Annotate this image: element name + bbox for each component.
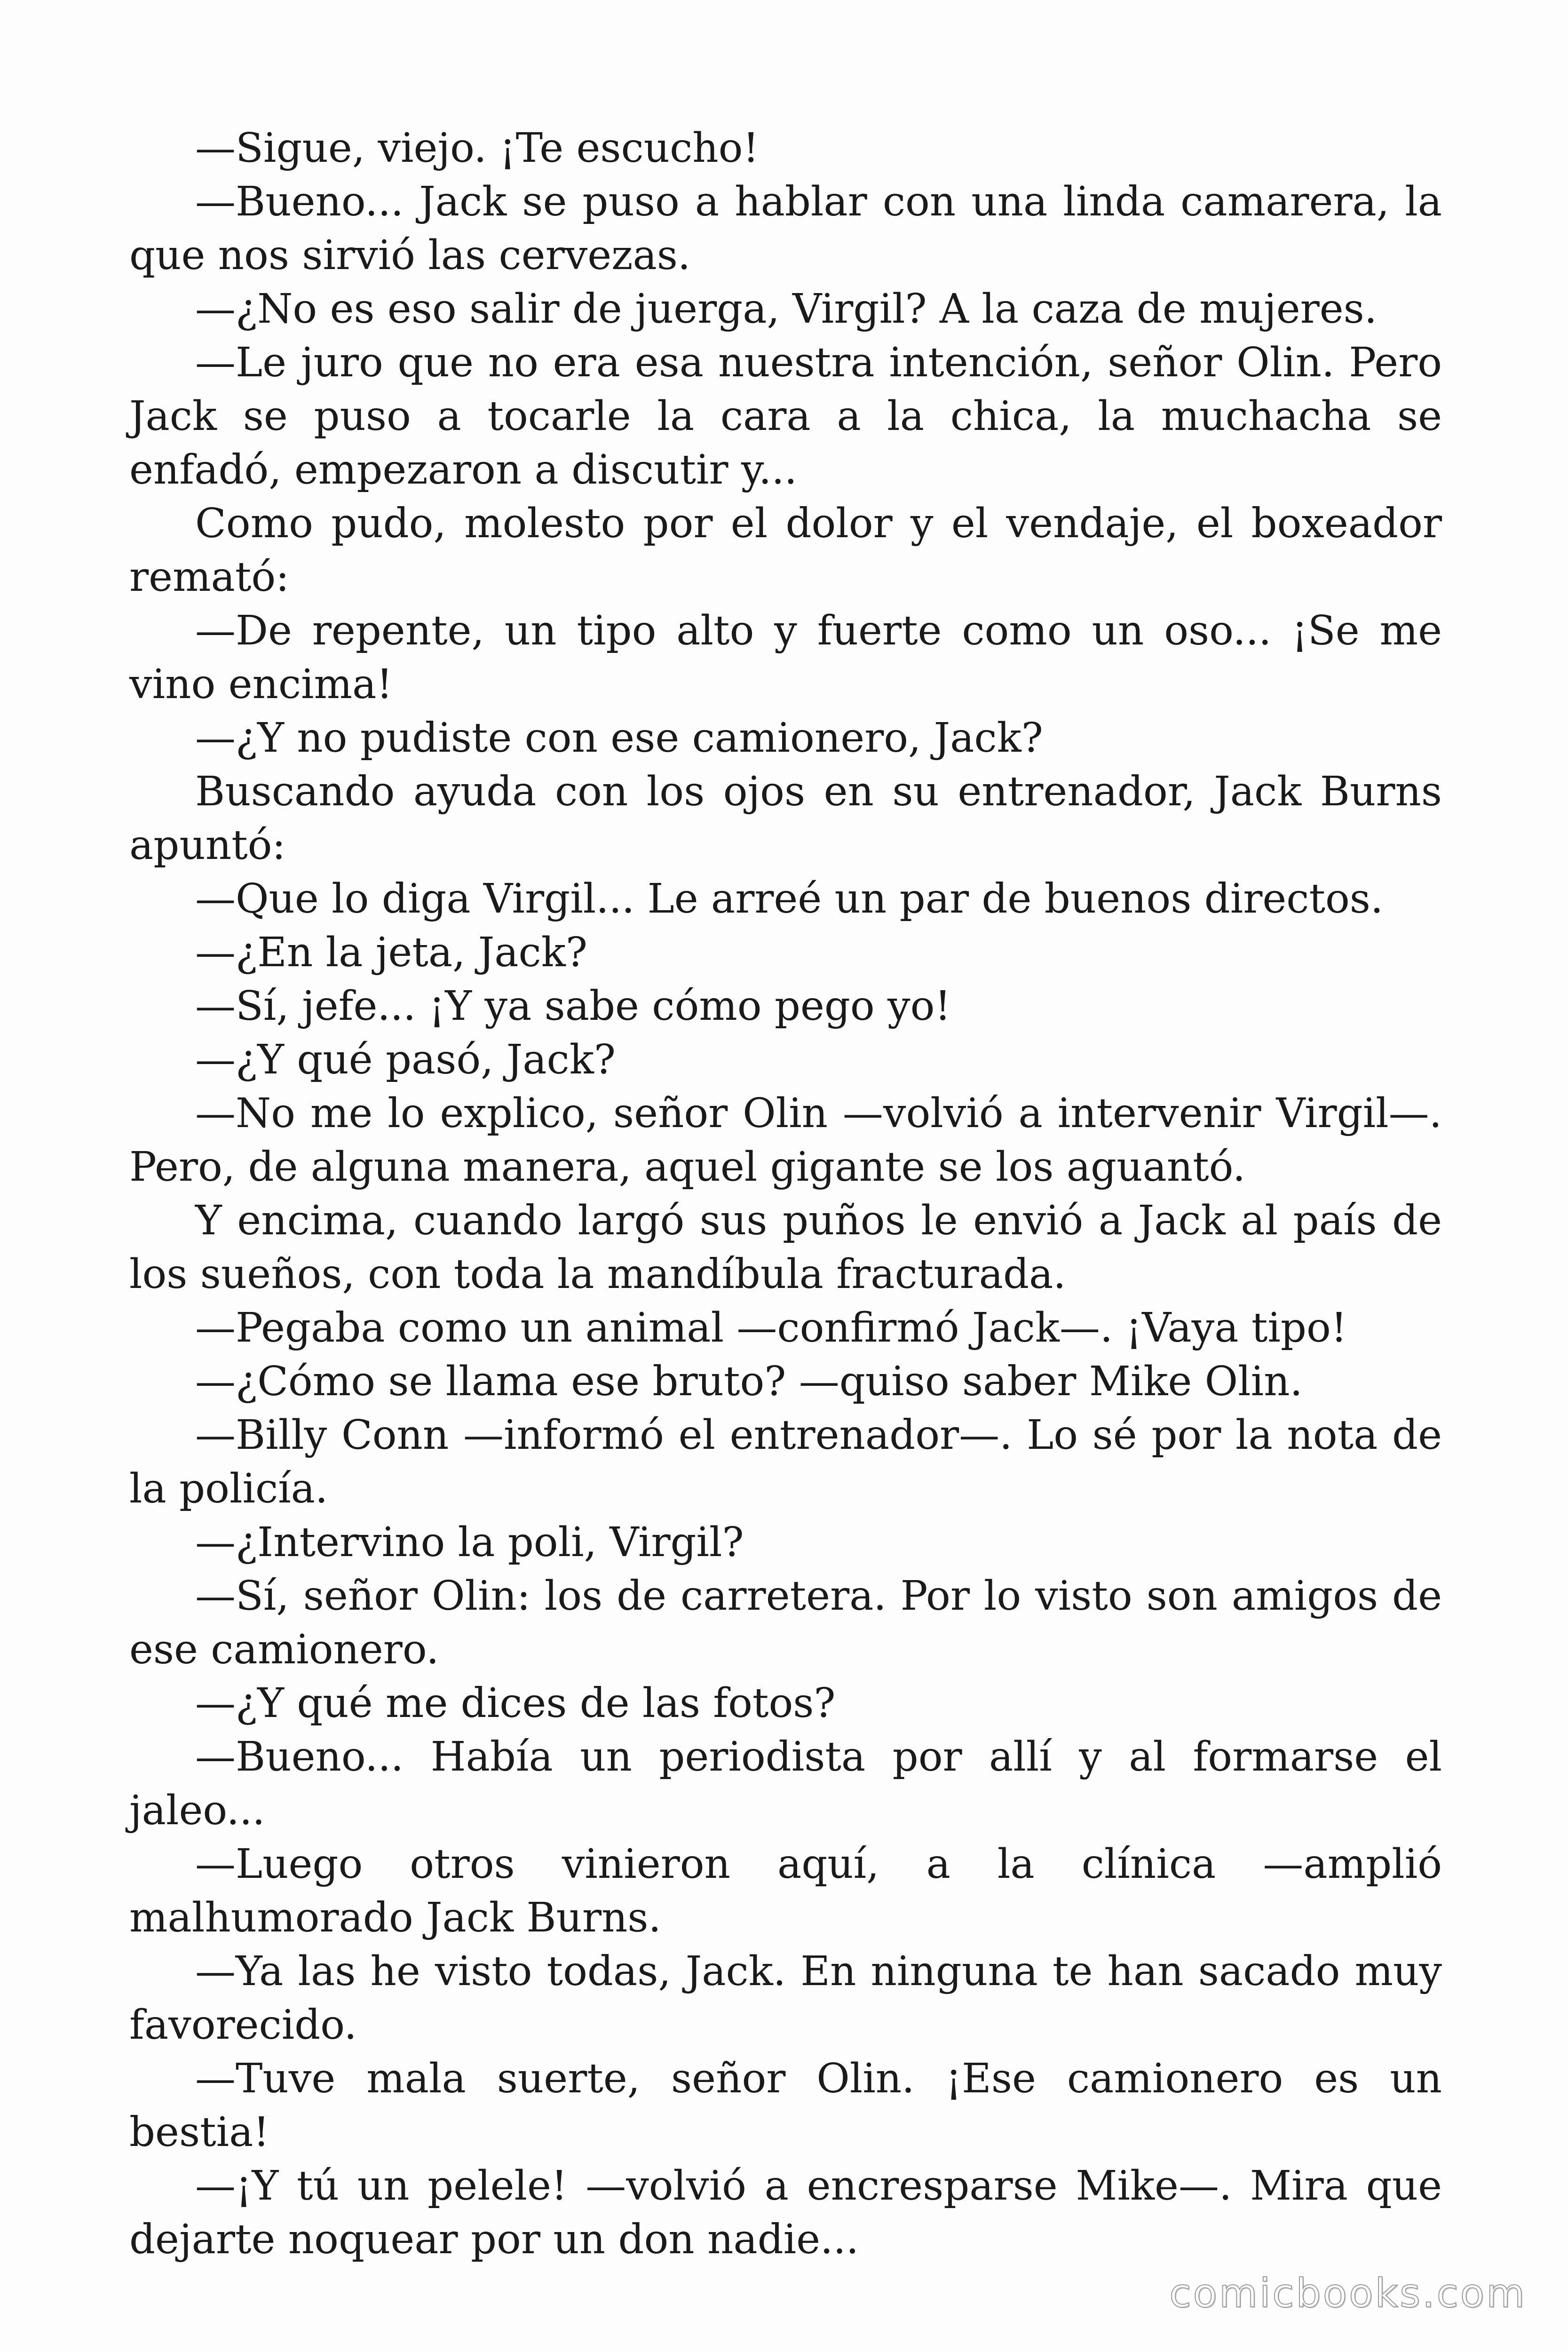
paragraph: —¿Y no pudiste con ese camionero, Jack? [195, 715, 1043, 762]
paragraph: —No me lo explico, señor Olin —volvió a intervenir Virgil—. Pero, de alguna manera, aquel gigante se los aguantó. [129, 1090, 1442, 1191]
paragraph: —Ya las he visto todas, Jack. En ninguna te han sacado muy favorecido. [129, 1948, 1442, 2049]
paragraph: —Sí, señor Olin: los de carretera. Por lo visto son amigos de ese camionero. [129, 1573, 1442, 1673]
paragraph: —Tuve mala suerte, señor Olin. ¡Ese camionero es un bestia! [129, 2055, 1442, 2156]
paragraph: Y encima, cuando largó sus puños le envió a Jack al país de los sueños, con toda la mandíbula fracturada. [129, 1197, 1442, 1298]
watermark: comicbooks.com [1169, 2270, 1527, 2316]
paragraph: Como pudo, molesto por el dolor y el vendaje, el boxeador remató: [129, 500, 1442, 601]
paragraph: —¡Y tú un pelele! —volvió a encresparse Mike—. Mira que dejarte noquear por un don nadie... [129, 2162, 1442, 2263]
paragraph: —¿En la jeta, Jack? [195, 929, 587, 976]
paragraph: —Que lo diga Virgil... Le arreé un par de buenos directos. [195, 875, 1384, 922]
body-text [129, 121, 1442, 2266]
paragraph: —Sigue, viejo. ¡Te escucho! [195, 125, 759, 172]
paragraph: —Bueno... Había un periodista por allí y al formarse el jaleo... [129, 1733, 1442, 1834]
paragraph: —¿Y qué pasó, Jack? [195, 1036, 616, 1083]
paragraph: Buscando ayuda con los ojos en su entrenador, Jack Burns apuntó: [129, 768, 1442, 869]
paragraph: —¿No es eso salir de juerga, Virgil? A la caza de mujeres. [195, 286, 1378, 333]
paragraph: —Bueno... Jack se puso a hablar con una linda camarera, la que nos sirvió las cervezas. [129, 178, 1442, 279]
paragraph: —Le juro que no era esa nuestra intención, señor Olin. Pero Jack se puso a tocarle la cara a la chica, la muchacha se enfadó, empezaron a discutir y... [129, 339, 1442, 493]
paragraph: —De repente, un tipo alto y fuerte como un oso... ¡Se me vino encima! [129, 607, 1442, 708]
paragraph: —Pegaba como un animal —confirmó Jack—. ¡Vaya tipo! [195, 1304, 1347, 1351]
paragraph: —Billy Conn —informó el entrenador—. Lo sé por la nota de la policía. [129, 1412, 1442, 1512]
paragraph: —¿Y qué me dices de las fotos? [195, 1680, 836, 1727]
paragraph: —¿Cómo se llama ese bruto? —quiso saber Mike Olin. [195, 1358, 1303, 1405]
paragraph: —Sí, jefe... ¡Y ya sabe cómo pego yo! [195, 983, 951, 1030]
paragraph: —¿Intervino la poli, Virgil? [195, 1519, 744, 1566]
paragraph: —Luego otros vinieron aquí, a la clínica —amplió malhumorado Jack Burns. [129, 1841, 1442, 1941]
